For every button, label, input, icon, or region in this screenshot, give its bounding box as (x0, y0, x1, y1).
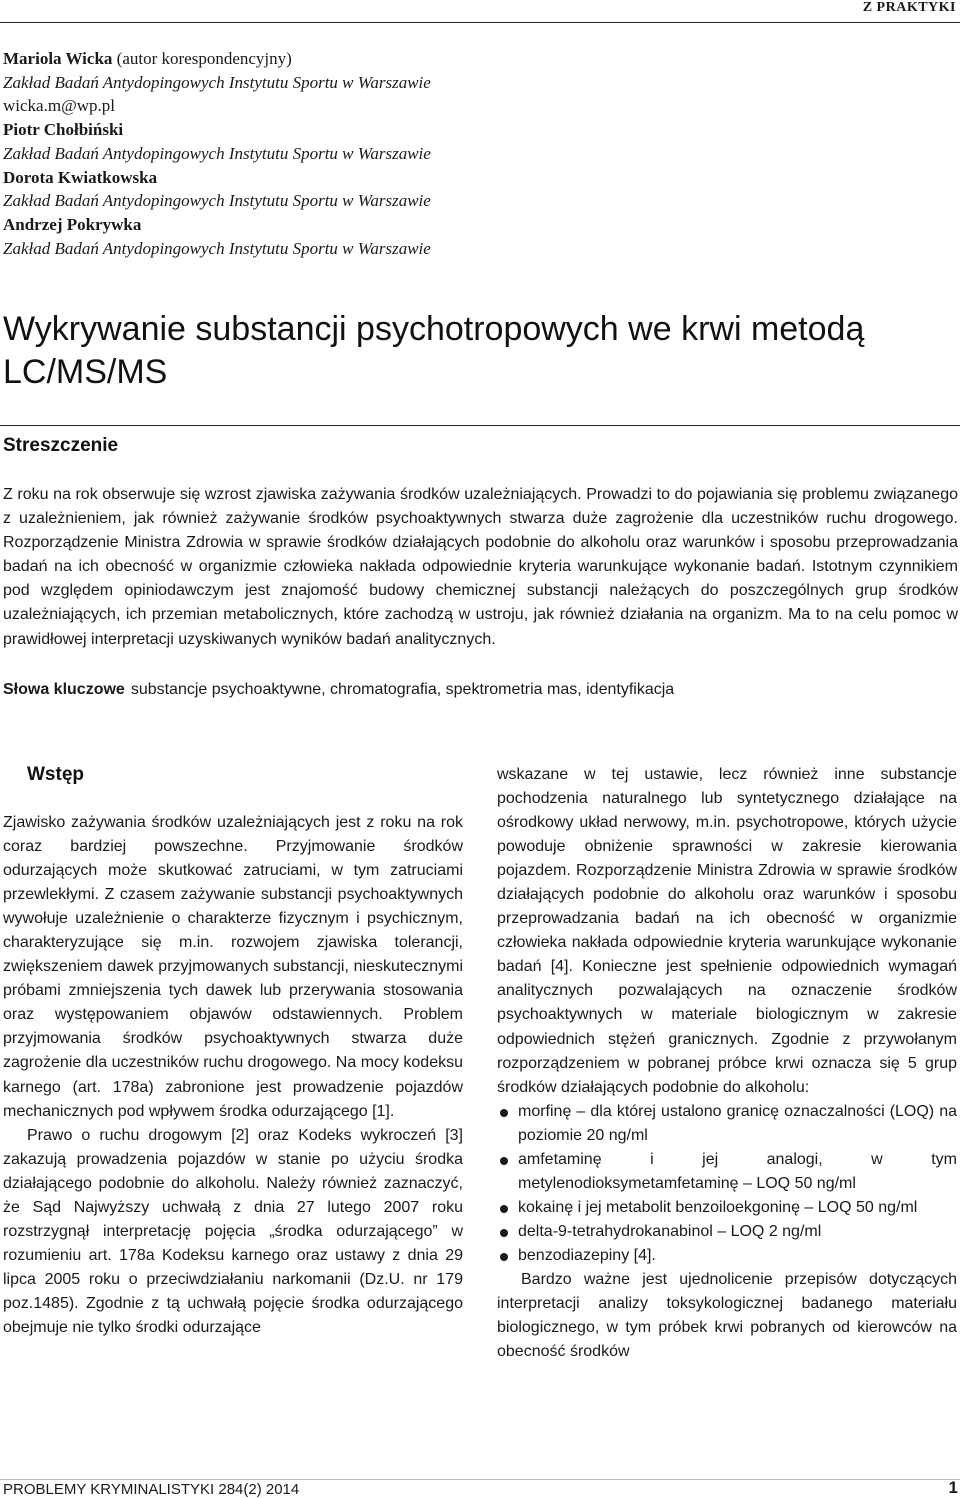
bullet-icon (500, 1109, 508, 1117)
list-item (497, 1220, 957, 1244)
keywords (3, 678, 958, 702)
intro-heading: Wstęp (27, 764, 84, 785)
header-rule (0, 22, 960, 23)
keywords-list: substancje psychoaktywne, chromatografia, spektrometria mas, identyfikacja (130, 681, 675, 698)
section-label: Z PRAKTYKI (862, 0, 956, 15)
bullet-icon (500, 1229, 508, 1237)
bullet-icon (500, 1157, 508, 1165)
body-paragraph: wskazane w tej ustawie, lecz również inne substancje pochodzenia naturalnego lub syntetycznego działające na ośrodkowy układ nerwowy, m.in. psychotropowe, których użycie powoduje obniżenie sprawności w zakresie kierowania pojazdem. Rozporządzenie Ministra Zdrowia w sprawie środków działających podobnie do alkoholu oraz warunków i sposobu przeprowadzania badań na ich obecność w organizmie człowieka nakłada odpowiednie kryteria warunkujące wykonanie badań [4]. Konieczne jest spełnienie odpowiednich wymagań analitycznych pozwalających na oznaczenie środków psychoaktywnych w materiale biologicznym w zakresie odpowiednich stężeń granicznych. Zgodnie z przywołanym rozporządzeniem w pobranej próbce krwi oznacza się 5 grup środków działających podobnie do alkoholu: (497, 766, 957, 1096)
footer-journal: PROBLEMY KRYMINALISTYKI 284(2) 2014 (3, 1481, 300, 1498)
author-affiliation: Zakład Badań Antydopingowych Instytutu Sportu w Warszawie (3, 72, 431, 92)
article-title: Wykrywanie substancji psychotropowych we krwi metodą LC/MS/MS (3, 310, 865, 391)
author-note: (autor korespondencyjny) (116, 49, 292, 68)
author-entry (3, 47, 943, 71)
abstract-heading: Streszczenie (3, 435, 119, 456)
abstract-rule (0, 425, 960, 426)
author-name: Dorota Kwiatkowska (3, 167, 158, 187)
abstract-text: Z roku na rok obserwuje się wzrost zjawiska zażywania środków uzależniających. Prowadzi to do pojawiania się problemu związanego z uzależnieniem, jak również zażywanie środków psychoaktywnych stwarza duże zagrożenie dla uczestników ruchu drogowego. Rozporządzenie Ministra Zdrowia w sprawie środków działających podobnie do alkoholu oraz warunków i sposobu przeprowadzania badań na ich obecność w organizmie człowieka nakłada odpowiednie kryteria warunkujące wykonanie badań. Istotnym czynnikiem pod względem opiniodawczym jest znajomość budowy chemicznej substancji należących do poszczególnych grup środków uzależniających, ich przemian metabolicznych, które zachodzą w ustroju, jak również działania na organizm. Ma to na celu pomoc w prawidłowej interpretacji uzyskiwanych wyników badań analitycznych. (3, 486, 958, 648)
body-paragraph: Prawo o ruchu drogowym [2] oraz Kodeks wykroczeń [3] zakazują prowadzenia pojazdów w stanie po użyciu środka działającego podobnie do alkoholu. Należy również zaznaczyć, że Sąd Najwyższy uchwałą z dnia 27 lutego 2007 roku rozstrzygnął interpretację pojęcia „środka odurzającego” w rozumieniu art. 178a Kodeksu karnego oraz ustawy z dnia 29 lipca 2005 roku o przeciwdziałaniu narkomanii (Dz.U. nr 179 poz.1485). Zgodnie z tą uchwałą pojęcie środka odurzającego obejmuje nie tylko środki odurzające (3, 1126, 463, 1336)
footer-rule (0, 1479, 960, 1480)
author-affiliation: Zakład Badań Antydopingowych Instytutu Sportu w Warszawie (3, 143, 431, 163)
author-name: Andrzej Pokrywka (3, 214, 142, 234)
body-paragraph: Bardzo ważne jest ujednolicenie przepisów dotyczących interpretacji analizy toksykologicznej badanego materiału biologicznego, w tym próbek krwi pobranych od kierowców na obecność środków (497, 1270, 957, 1361)
list-item-text: delta-9-tetrahydrokanabinol – LOQ 2 ng/ml (518, 1222, 822, 1240)
body-column-right (497, 763, 957, 1364)
substance-list (497, 1100, 957, 1268)
author-affiliation: Zakład Badań Antydopingowych Instytutu Sportu w Warszawie (3, 191, 431, 211)
author-block (3, 47, 943, 260)
bullet-icon (500, 1253, 508, 1261)
list-item-text: amfetaminę i jej analogi, w tym metylenodioksymetamfetaminę – LOQ 50 ng/ml (518, 1150, 957, 1192)
keywords-label: Słowa kluczowe (3, 681, 125, 698)
author-email[interactable]: wicka.m@wp.pl (3, 96, 115, 116)
list-item-text: kokainę i jej metabolit benzoiloekgoninę – LOQ 50 ng/ml (518, 1198, 918, 1216)
author-name: Piotr Chołbiński (3, 120, 124, 140)
body-column-left (3, 811, 463, 1340)
bullet-icon (500, 1205, 508, 1213)
page-number: 1 (948, 1478, 958, 1497)
author-name: Mariola Wicka (3, 49, 113, 68)
list-item (497, 1148, 957, 1196)
list-item-text: benzodiazepiny [4]. (518, 1246, 656, 1264)
list-item (497, 1196, 957, 1220)
list-item (497, 1244, 957, 1268)
author-affiliation: Zakład Badań Antydopingowych Instytutu Sportu w Warszawie (3, 238, 431, 258)
list-item-text: morfinę – dla której ustalono granicę oznaczalności (LOQ) na poziomie 20 ng/ml (518, 1102, 957, 1144)
list-item (497, 1100, 957, 1148)
body-paragraph: Zjawisko zażywania środków uzależniających jest z roku na rok coraz bardziej powszechne. Przyjmowanie środków odurzających może skutkować zatruciami, w tym zatruciami przewlekłymi. Z czasem zażywanie substancji psychoaktywnych wywołuje uzależnienie o charakterze fizycznym i psychicznym, charakteryzujące się m.in. rozwojem zjawiska tolerancji, zwiększeniem dawek przyjmowanych substancji, nieskutecznymi próbami zmniejszenia tych dawek lub przerywania stosowania oraz występowaniem objawów odstawiennych. Problem przyjmowania środków psychoaktywnych stwarza duże zagrożenie dla uczestników ruchu drogowego. Na mocy kodeksu karnego (art. 178a) zabronione jest prowadzenie pojazdów mechanicznych pod wpływem środka odurzającego [1]. (3, 814, 463, 1120)
